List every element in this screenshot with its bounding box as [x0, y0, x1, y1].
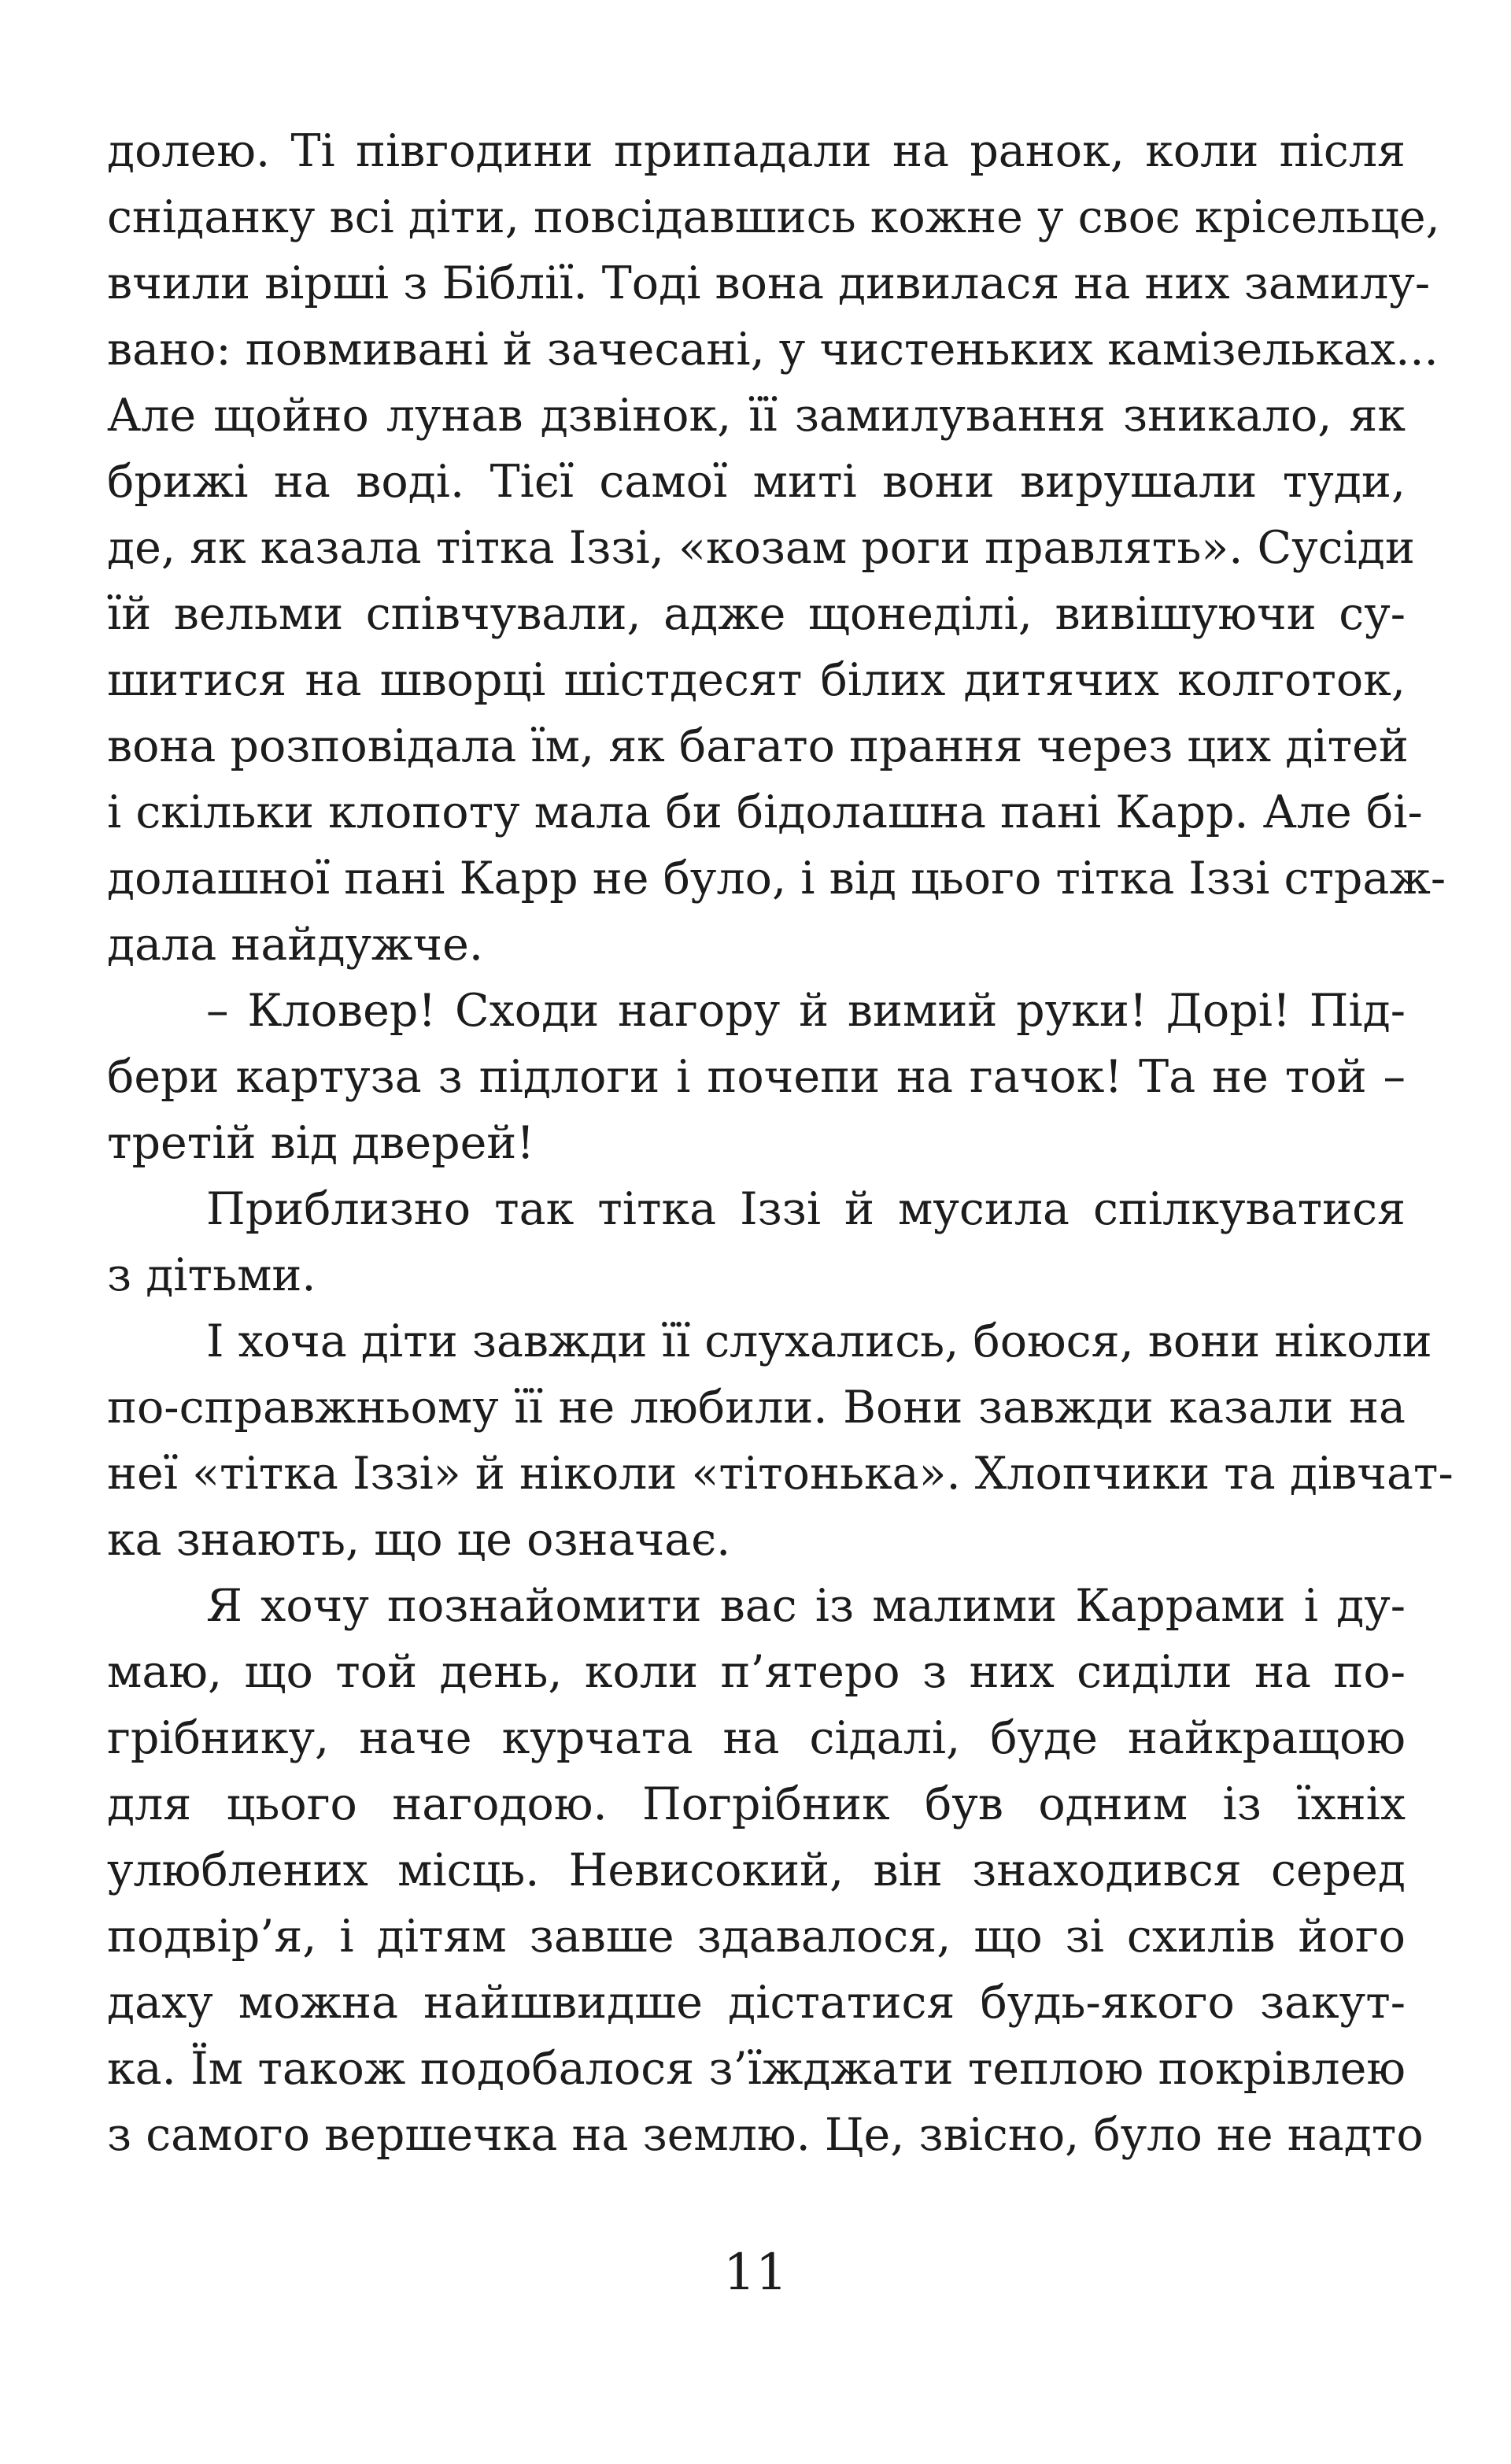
text-line: улюблених місць. Невисокий, він знаходився серед [107, 1844, 1406, 1896]
text-line: даху можна найшвидше дістатися будь-якого закут- [107, 1977, 1406, 2029]
text-line: вано: повмивані й зачесані, у чистеньких камізельках... [107, 324, 1439, 376]
text-line: з самого вершечка на землю. Це, звісно, було не надто [107, 2109, 1424, 2161]
text-line: де, як казала тітка Іззі, «козам роги правлять». Сусіди [107, 522, 1415, 574]
text-line: Я хочу познайомити вас із малими Каррами і ду- [206, 1580, 1406, 1632]
text-line: бери картуза з підлоги і почепи на гачок! Та не той – [107, 1051, 1406, 1103]
text-line: Але щойно лунав дзвінок, її замилування зникало, як [107, 390, 1406, 442]
text-line: долею. Ті півгодини припадали на ранок, коли після [107, 125, 1406, 177]
text-line: і скільки клопоту мала би бідолашна пані Карр. Але бі- [107, 786, 1423, 838]
body-text [107, 118, 1454, 2168]
text-line: сніданку всі діти, повсідавшись кожне у своє крісельце, [107, 191, 1440, 243]
text-line: брижі на воді. Тієї самої миті вони вирушали туди, [107, 456, 1406, 508]
text-line: вчили вірші з Біблії. Тоді вона дивилася на них замилу- [107, 257, 1431, 309]
text-line: для цього нагодою. Погрібник був одним із їхніх [107, 1778, 1406, 1830]
text-line: подвір’я, і дітям завше здавалося, що зі схилів його [107, 1911, 1406, 1963]
paragraph [107, 1308, 1454, 1573]
text-line: грібнику, наче курчата на сідалі, буде найкращою [107, 1712, 1406, 1764]
text-line: ка знають, що це означає. [107, 1514, 731, 1566]
text-line: дала найдужче. [107, 919, 483, 971]
paragraph [107, 1176, 1406, 1308]
page-number: 11 [723, 2244, 788, 2302]
text-line: долашної пані Карр не було, і від цього тітка Іззі страж- [107, 853, 1446, 905]
text-line: І хоча діти завжди її слухались, боюся, вони ніколи [206, 1315, 1432, 1367]
text-line: неї «тітка Іззі» й ніколи «тітонька». Хлопчики та дівчат- [107, 1448, 1454, 1500]
text-line: їй вельми співчували, адже щонеділі, вивішуючи су- [107, 588, 1406, 640]
text-line: – Кловер! Сходи нагору й вимий руки! Дорі! Під- [206, 985, 1406, 1037]
text-line: шитися на шворці шістдесят білих дитячих колготок, [107, 654, 1406, 706]
text-line: маю, що той день, коли п’ятеро з них сиділи на по- [107, 1646, 1406, 1698]
text-line: Приблизно так тітка Іззі й мусила спілкуватися [206, 1183, 1406, 1235]
text-line: третій від дверей! [107, 1117, 535, 1169]
paragraph [107, 1573, 1424, 2168]
text-line: по-справжньому її не любили. Вони завжди казали на [107, 1382, 1406, 1434]
paragraph-dialogue [107, 978, 1406, 1176]
text-line: з дітьми. [107, 1249, 316, 1301]
text-line: ка. Їм також подобалося з’їжджати теплою покрівлею [107, 2043, 1406, 2095]
text-line: вона розповідала їм, як багато прання через цих дітей [107, 720, 1409, 772]
paragraph [107, 118, 1446, 978]
